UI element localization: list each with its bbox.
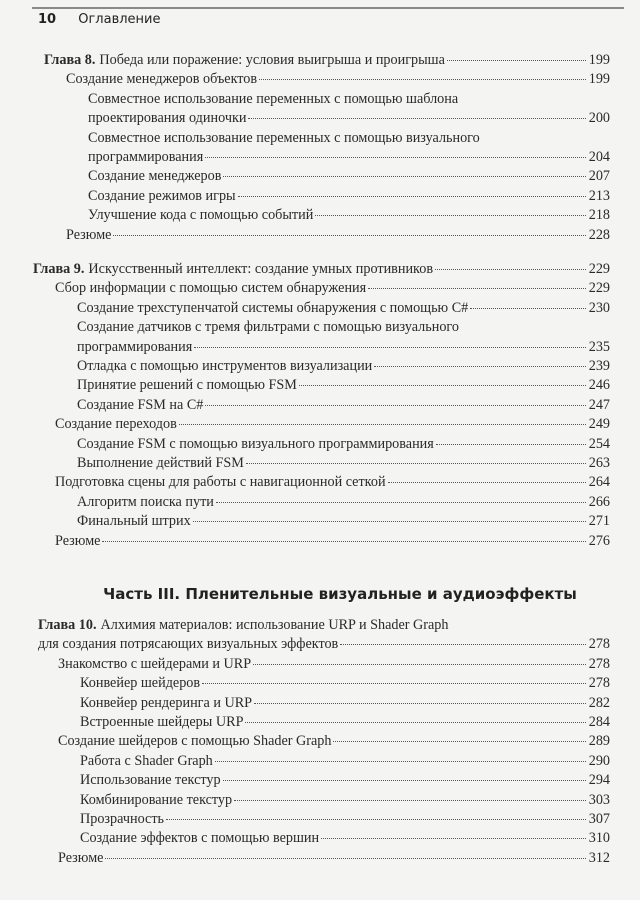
toc-entry [38, 752, 610, 771]
dot-leader [321, 838, 586, 839]
dot-leader [193, 521, 586, 522]
toc-page-number: 249 [588, 416, 610, 433]
toc-entry-line [33, 260, 610, 279]
dot-leader [333, 741, 586, 742]
toc-page-number: 290 [588, 752, 610, 769]
dot-leader [223, 780, 586, 781]
toc-entry-line [88, 187, 610, 206]
toc-entry [33, 512, 610, 531]
toc-entry-title: Создание трехступенчатой системы обнаружения с помощью C# [77, 299, 469, 316]
toc-entry-line [80, 791, 610, 810]
toc-page-number: 200 [588, 110, 610, 127]
toc-entry-line [80, 810, 610, 829]
toc-entry-line [88, 109, 610, 128]
toc-entry-line [80, 752, 610, 771]
toc-entry [44, 90, 610, 129]
toc-entry-line [80, 771, 610, 790]
toc-entry-title: Создание менеджеров [88, 168, 222, 185]
toc-entry-title: Знакомство с шейдерами и URP [58, 655, 252, 672]
toc-entry [38, 791, 610, 810]
toc-entry-title: для создания потрясающих визуальных эффектов [38, 636, 339, 653]
toc-entry [33, 473, 610, 492]
dot-leader [248, 118, 586, 119]
toc-entry [33, 357, 610, 376]
toc-chapter-10 [38, 616, 610, 868]
toc-page-number: 303 [588, 791, 610, 808]
toc-entry-title: Прозрачность [80, 811, 165, 828]
dot-leader [194, 347, 586, 348]
toc-entry-title: программирования [77, 338, 193, 355]
toc-entry-title: Совместное использование переменных с помощью визуального [88, 129, 480, 146]
toc-entry-line [38, 635, 610, 654]
dot-leader [205, 157, 586, 158]
toc-chapter-entry [44, 51, 610, 70]
toc-page-number: 271 [588, 513, 610, 530]
toc-page-number: 199 [588, 52, 610, 68]
toc-entry [44, 206, 610, 225]
dot-leader [447, 60, 586, 61]
toc-entry-line [80, 713, 610, 732]
toc-entry-title: программирования [88, 149, 204, 166]
toc-chapter-entry [33, 260, 610, 279]
toc-entry [44, 129, 610, 168]
toc-entry-line [66, 70, 610, 89]
toc-entry [44, 70, 610, 89]
toc-entry [33, 396, 610, 415]
header-rule [32, 7, 624, 9]
toc-page-number: 264 [588, 474, 610, 491]
toc-entry [33, 318, 610, 357]
toc-entry-title: Отладка с помощью инструментов визуализации [77, 358, 373, 375]
dot-leader [179, 424, 586, 425]
toc-page-number: 278 [588, 636, 610, 653]
toc-entry [38, 810, 610, 829]
toc-page-number: 199 [588, 71, 610, 88]
toc-page-number: 289 [588, 733, 610, 750]
toc-entry-title: проектирования одиночки [88, 110, 247, 127]
toc-entry-line [66, 226, 610, 245]
dot-leader [315, 215, 586, 216]
toc-entry [33, 435, 610, 454]
toc-chapter-9 [33, 260, 610, 551]
toc-entry-title: Конвейер рендеринга и URP [80, 694, 253, 711]
toc-page-number: 278 [588, 675, 610, 692]
toc-entry-title: Победа или поражение: условия выигрыша и проигрыша [99, 52, 445, 68]
toc-entry [33, 376, 610, 395]
toc-entry-line [77, 435, 610, 454]
toc-entry-line [88, 167, 610, 186]
toc-entry [38, 655, 610, 674]
toc-entry-line [77, 338, 610, 357]
toc-page-number: 239 [588, 358, 610, 375]
toc-page-number: 278 [588, 655, 610, 672]
toc-entry-line [77, 493, 610, 512]
toc-entry [33, 279, 610, 298]
dot-leader [254, 703, 586, 704]
toc-entry [33, 454, 610, 473]
running-title: Оглавление [78, 12, 161, 27]
toc-entry [38, 771, 610, 790]
dot-leader [105, 858, 586, 859]
toc-page-number: 229 [588, 261, 610, 277]
dot-leader [388, 482, 586, 483]
dot-leader [340, 644, 586, 645]
dot-leader [259, 79, 586, 80]
toc-page-number: 266 [588, 493, 610, 510]
toc-entry-title: Конвейер шейдеров [80, 675, 201, 692]
toc-page-number: 254 [588, 435, 610, 452]
toc-entry-line [58, 732, 610, 751]
toc-page-number: 218 [588, 207, 610, 224]
toc-entry [38, 849, 610, 868]
toc-chapter-8 [44, 51, 610, 245]
toc-page-number: 204 [588, 149, 610, 166]
toc-entry-line [88, 90, 610, 109]
toc-entry-line [77, 376, 610, 395]
toc-entry-line [88, 129, 610, 148]
toc-entry [44, 167, 610, 186]
toc-entry [44, 187, 610, 206]
toc-entry-line [44, 51, 610, 70]
toc-entry [38, 732, 610, 751]
toc-entry-title: Алгоритм поиска пути [77, 493, 214, 510]
toc-entry-title: Работа с Shader Graph [80, 752, 213, 769]
toc-page-number: 312 [588, 849, 610, 866]
toc-entry-title: Создание шейдеров с помощью Shader Graph [58, 733, 332, 750]
toc-entry-line [55, 473, 610, 492]
toc-page-number: 230 [588, 299, 610, 316]
toc-entry-title: Создание эффектов с помощью вершин [80, 830, 320, 847]
toc-page-number: 310 [588, 830, 610, 847]
toc-entry-line [88, 206, 610, 225]
toc-entry-title: Искусственный интеллект: создание умных противников [88, 261, 434, 277]
toc-entry-line [77, 512, 610, 531]
toc-entry-line [80, 694, 610, 713]
dot-leader [234, 800, 586, 801]
toc-entry-title: Создание менеджеров объектов [66, 71, 258, 88]
toc-page-number: 228 [588, 226, 610, 243]
toc-entry [38, 674, 610, 693]
toc-entry-title: Создание датчиков с тремя фильтрами с помощью визуального [77, 319, 459, 336]
toc-entry [44, 226, 610, 245]
toc-entry [38, 713, 610, 732]
toc-entry-title: Создание переходов [55, 416, 177, 433]
toc-entry-title: Подготовка сцены для работы с навигационной сеткой [55, 474, 386, 491]
toc-page-number: 235 [588, 338, 610, 355]
dot-leader [202, 683, 586, 684]
toc-entry-title: Комбинирование текстур [80, 791, 233, 808]
toc-entry [38, 829, 610, 848]
toc-entry-line [80, 674, 610, 693]
toc-entry-title: Улучшение кода с помощью событий [88, 207, 314, 224]
toc-entry-line [77, 318, 610, 337]
dot-leader [238, 196, 586, 197]
page-number: 10 [38, 12, 57, 27]
dot-leader [470, 308, 586, 309]
toc-page-number: 307 [588, 811, 610, 828]
toc-entry-line [77, 357, 610, 376]
dot-leader [216, 502, 586, 503]
toc-page-number: 294 [588, 772, 610, 789]
toc-entry-line [88, 148, 610, 167]
toc-entry-title: Алхимия материалов: использование URP и Shader Graph [100, 617, 449, 633]
toc-entry-title: Выполнение действий FSM [77, 455, 244, 472]
toc-chapter-entry [38, 616, 610, 655]
toc-entry-line [55, 532, 610, 551]
running-header [38, 12, 161, 27]
dot-leader [223, 176, 586, 177]
part-title: Часть III. Пленительные визуальные и аудиоэффекты [103, 585, 577, 603]
toc-entry-title: Использование текстур [80, 772, 221, 789]
chapter-label: Глава 10. [38, 617, 97, 633]
chapter-label: Глава 9. [33, 261, 85, 277]
toc-entry-title: Сбор информации с помощью систем обнаружения [55, 280, 367, 297]
dot-leader [113, 235, 586, 236]
toc-entry-title: Создание FSM с помощью визуального программирования [77, 435, 434, 452]
toc-entry-line [77, 396, 610, 415]
dot-leader [253, 664, 586, 665]
dot-leader [166, 819, 586, 820]
toc-entry-line [77, 299, 610, 318]
chapter-label: Глава 8. [44, 52, 96, 68]
toc-entry-title: Встроенные шейдеры URP [80, 714, 244, 731]
toc-entry-title: Совместное использование переменных с помощью шаблона [88, 90, 459, 107]
toc-entry [33, 493, 610, 512]
dot-leader [246, 463, 586, 464]
toc-entry [33, 415, 610, 434]
toc-entry-title: Резюме [58, 849, 104, 866]
toc-entry-line [80, 829, 610, 848]
toc-page-number: 284 [588, 714, 610, 731]
toc-entry-line [38, 616, 610, 635]
toc-entry [33, 299, 610, 318]
toc-entry-title: Резюме [55, 532, 101, 549]
dot-leader [436, 444, 586, 445]
dot-leader [374, 366, 586, 367]
toc-page-number: 246 [588, 377, 610, 394]
dot-leader [205, 405, 586, 406]
toc-entry [38, 694, 610, 713]
toc-entry-line [77, 454, 610, 473]
toc-entry-title: Резюме [66, 226, 112, 243]
toc-page-number: 229 [588, 280, 610, 297]
toc-entry-line [55, 415, 610, 434]
dot-leader [435, 269, 586, 270]
toc-page-number: 247 [588, 396, 610, 413]
toc-page-number: 282 [588, 694, 610, 711]
toc-entry-line [58, 655, 610, 674]
toc-page-number: 276 [588, 532, 610, 549]
toc-page-number: 213 [588, 187, 610, 204]
toc-entry-title: Финальный штрих [77, 513, 191, 530]
toc-entry-title: Принятие решений с помощью FSM [77, 377, 297, 394]
toc-page-number: 263 [588, 455, 610, 472]
dot-leader [215, 761, 586, 762]
toc-entry-title: Создание FSM на C# [77, 396, 204, 413]
dot-leader [102, 541, 586, 542]
toc-entry-line [55, 279, 610, 298]
dot-leader [299, 385, 586, 386]
dot-leader [368, 288, 586, 289]
toc-entry-title: Создание режимов игры [88, 187, 236, 204]
toc-entry-line [58, 849, 610, 868]
toc-entry [33, 532, 610, 551]
toc-page-number: 207 [588, 168, 610, 185]
dot-leader [245, 722, 586, 723]
